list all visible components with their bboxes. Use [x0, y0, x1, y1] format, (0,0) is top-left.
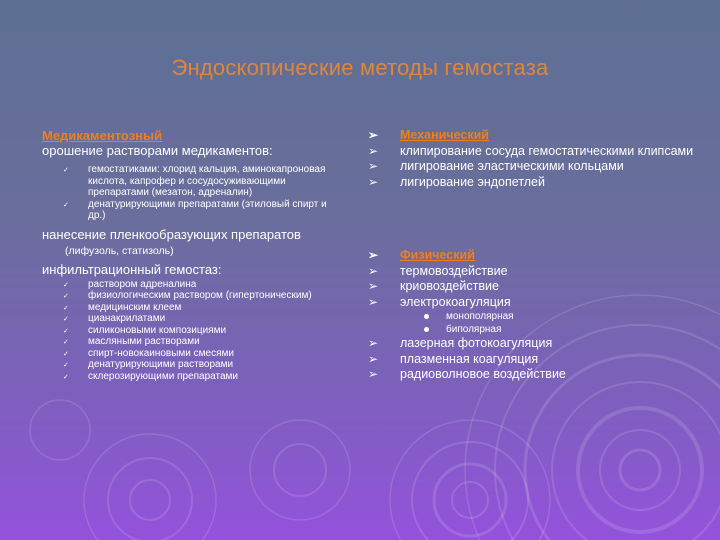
arrow-bullet-icon: ➢ [368, 174, 379, 189]
mechanical-heading: ➢ Механический [368, 128, 489, 142]
infiltration-list [42, 279, 342, 383]
checkmark-icon: ✓ [63, 167, 69, 174]
list-item: ✓ цианакрилатами [63, 313, 166, 324]
checkmark-icon: ✓ [63, 339, 69, 346]
list-item: ✓ спирт-новокаиновыми смесями [63, 347, 234, 359]
arrow-bullet-icon: ➢ [368, 294, 379, 309]
dot-bullet-icon [424, 327, 429, 332]
list-item: ✓ денатурирующими препаратами (этиловый спирт и др.) [63, 198, 327, 221]
list-item: ➢ электрокоагуляция [368, 294, 511, 309]
list-item: ➢ лазерная фотокоагуляция [368, 336, 553, 350]
arrow-bullet-icon: ➢ [368, 351, 379, 366]
list-item: монополярная [368, 310, 698, 323]
left-column [42, 128, 342, 382]
checkmark-icon: ✓ [63, 316, 69, 323]
physical-more-list [368, 336, 698, 383]
list-item: ➢ термовоздействие [368, 263, 508, 278]
physical-heading: ➢ Физический [368, 248, 475, 262]
list-item: ✓ денатурирующими растворами [63, 359, 234, 370]
physical-list [368, 248, 698, 310]
checkmark-icon: ✓ [63, 293, 69, 300]
irrigation-label: орошение растворами медикаментов: [42, 143, 273, 158]
irrigation-list [42, 164, 342, 222]
list-item: ✓ медицинским клеем [63, 301, 182, 313]
list-item: ✓ масляными растворами [63, 336, 200, 347]
list-item: ➢ криовоздействие [368, 279, 499, 293]
arrow-bullet-icon: ➢ [368, 263, 379, 278]
checkmark-icon: ✓ [63, 327, 69, 335]
infiltration-label: инфильтрационный гемостаз: [42, 261, 222, 277]
list-item: ➢ лигирование эндопетлей [368, 174, 545, 189]
checkmark-icon: ✓ [63, 304, 69, 312]
list-item: ➢ плазменная коагуляция [368, 351, 539, 366]
checkmark-icon: ✓ [63, 362, 69, 369]
list-item: ✓ физиологическим раствором (гипертоническим) [63, 290, 312, 301]
list-item: ✓ гемостатиками: хлорид кальция, аминокапроновая кислота, капрофер и сосудосуживающими препаратами (мезатон, адреналин) [63, 164, 326, 198]
list-item: ➢ лигирование эластическими кольцами [368, 159, 624, 173]
arrow-bullet-icon: ➢ [368, 367, 379, 381]
arrow-bullet-icon: ➢ [368, 159, 379, 173]
mechanical-list [368, 128, 698, 190]
electrocoagulation-sublist [368, 310, 698, 336]
list-item: ✓ склерозирующими препаратами [63, 370, 238, 382]
slide-title: Эндоскопические методы гемостаза [171, 55, 549, 80]
list-item: биполярная [368, 323, 698, 336]
checkmark-icon: ✓ [63, 350, 69, 358]
arrow-bullet-icon: ➢ [368, 248, 379, 262]
film-note: (лифузоль, статизоль) [65, 244, 174, 257]
checkmark-icon: ✓ [63, 373, 69, 381]
list-item: ✓ раствором адреналина [63, 278, 197, 290]
medication-heading: Медикаментозный [42, 128, 163, 143]
film-label: нанесение пленкообразующих препаратов [42, 226, 301, 242]
list-item: ➢ радиоволновое воздействие [368, 367, 566, 381]
list-item: ➢ клипирование сосуда гемостатическими клипсами [368, 143, 694, 158]
arrow-bullet-icon: ➢ [368, 336, 379, 350]
arrow-bullet-icon: ➢ [368, 128, 379, 142]
right-column [368, 128, 698, 383]
checkmark-icon: ✓ [63, 201, 69, 209]
list-item: ✓ силиконовыми композициями [63, 324, 227, 336]
arrow-bullet-icon: ➢ [368, 143, 379, 158]
dot-bullet-icon [424, 314, 429, 319]
checkmark-icon: ✓ [63, 281, 69, 289]
arrow-bullet-icon: ➢ [368, 279, 379, 293]
